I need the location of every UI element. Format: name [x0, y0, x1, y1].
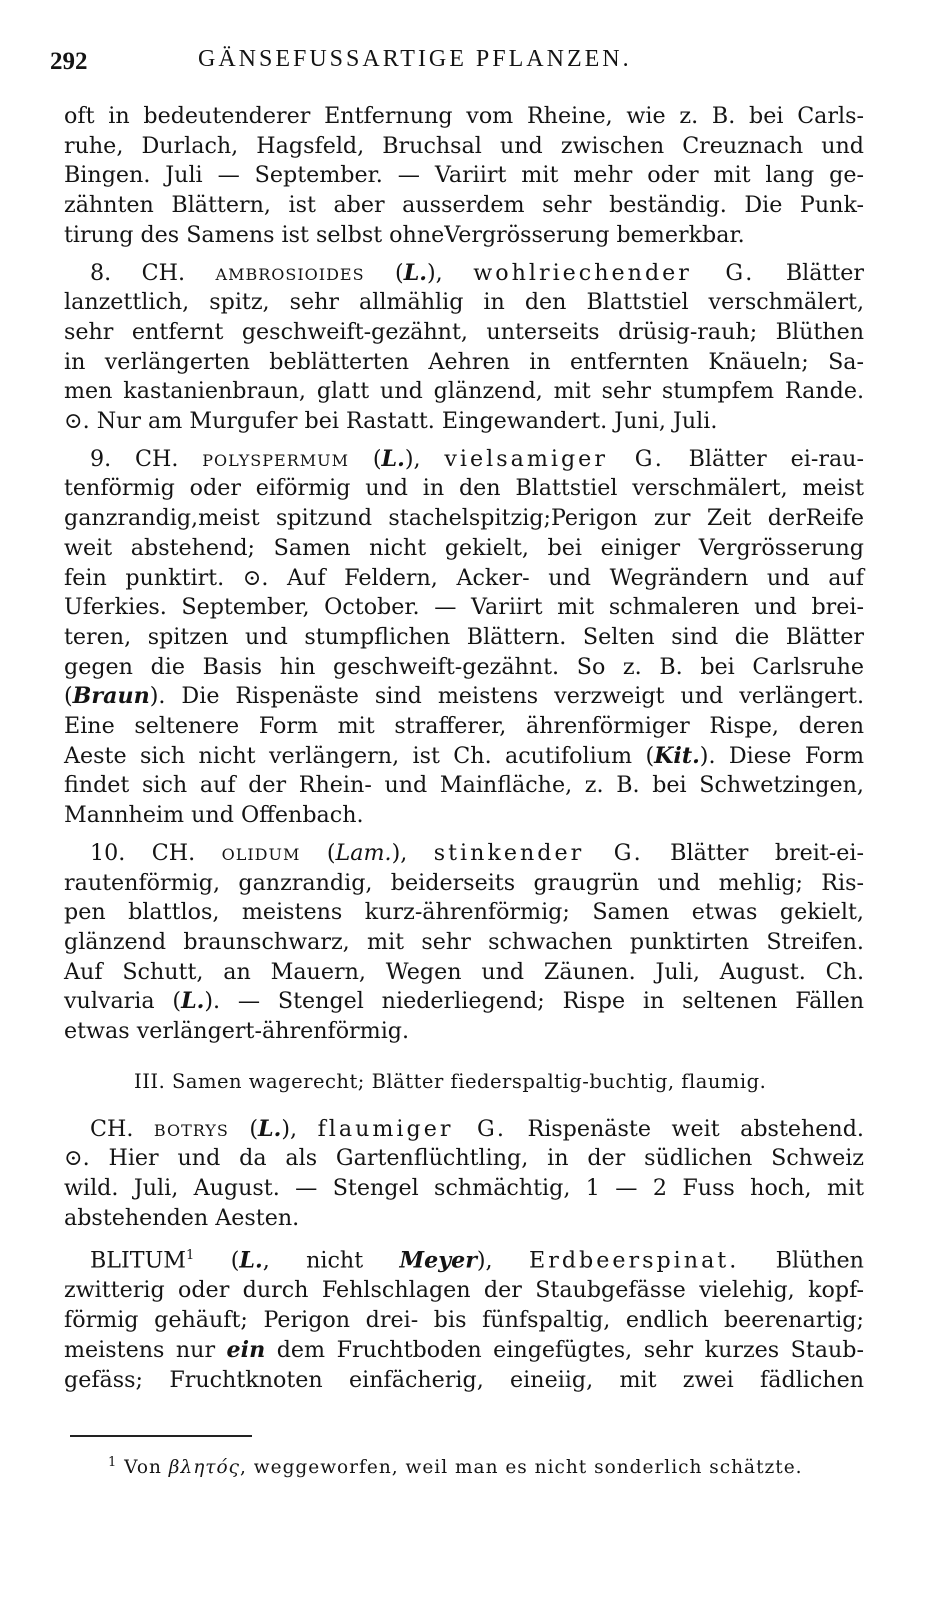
species-entry-olidum: [64, 839, 864, 1047]
text-fragment: Rispenäste weit abstehend.: [527, 1115, 864, 1142]
text-line: rautenförmig, ganzrandig, beiderseits graugrün und mehlig; Ris-: [64, 869, 864, 896]
text-fragment: dem Fruchtboden eingefügtes, sehr kurzes Staub-: [265, 1336, 864, 1363]
text-line: abstehenden Aesten.: [64, 1204, 300, 1231]
genus-name: BLITUM: [90, 1247, 187, 1274]
text-line: etwas verlängert-ährenförmig.: [64, 1018, 410, 1045]
cited-author: Braun: [72, 683, 150, 710]
page-number: 292: [50, 48, 88, 75]
text-line: förmig gehäuft; Perigon drei- bis fünfspaltig, endlich beerenartig;: [64, 1307, 864, 1334]
page-header: [50, 38, 864, 78]
text-fragment: Aeste sich nicht verlängern, ist Ch. acutifolium (: [64, 742, 655, 769]
cited-author: Kit.: [654, 742, 700, 769]
text-line: pen blattlos, meistens kurz-ährenförmig; Samen etwas gekielt,: [64, 899, 864, 926]
species-heading-line: [64, 1115, 864, 1145]
text-line: Bingen. Juli — September. — Variirt mit mehr oder mit lang ge-: [64, 162, 864, 189]
paren: (: [230, 1247, 240, 1274]
text-line: wild. Juli, August. — Stengel schmächtig, 1 — 2 Fuss hoch, mit: [64, 1174, 864, 1201]
genus-author: L.: [239, 1247, 263, 1274]
species-heading-line: [64, 445, 864, 475]
text-line: in verlängerten beblätterten Aehren in entfernten Knäueln; Sa-: [64, 348, 864, 375]
greek-word: βλητός: [168, 1457, 241, 1479]
species-entry-botrys: [64, 1115, 864, 1234]
text-line: zwitterig oder durch Fehlschlagen der Staubgefässe vielehig, kopf-: [64, 1277, 864, 1304]
text-line: gegen die Basis hin geschweift-gezähnt. So z. B. bei Carlsruhe: [64, 653, 864, 680]
running-head: GÄNSEFUSSARTIGE PFLANZEN.: [198, 46, 632, 72]
paren: ),: [281, 1115, 298, 1142]
text-line: Eine seltenere Form mit strafferer, ährenförmiger Rispe, deren: [64, 713, 864, 740]
text-fragment: meistens nur: [64, 1336, 227, 1363]
text-line: fein punktirt. ⊙. Auf Feldern, Acker- und Wegrändern und auf: [64, 564, 864, 591]
text-line: gefäss; Fruchtknoten einfächerig, eineiig, mit zwei fädlichen: [64, 1366, 864, 1393]
species-author: L.: [258, 1115, 282, 1142]
text-line: lanzettlich, spitz, sehr allmählig in den Blattstiel verschmälert,: [64, 289, 864, 316]
paren: (: [326, 839, 336, 866]
text-line: findet sich auf der Rhein- und Mainfläche, z. B. bei Schwetzingen,: [64, 772, 864, 799]
text-line: sehr entfernt geschweift-gezähnt, unterseits drüsig-rauh; Blüthen: [64, 318, 864, 345]
intro-paragraph: [64, 102, 864, 251]
text-line: tirung des Samens ist selbst ohneVergrösserung bemerkbar.: [64, 221, 745, 248]
genus-entry-blitum: [64, 1241, 864, 1395]
text-fragment: Blätter ei-rau-: [688, 445, 864, 472]
species-number: CH.: [90, 1115, 134, 1142]
species-heading-line: [64, 259, 864, 289]
paren: ),: [391, 839, 408, 866]
text-fragment: Von: [124, 1457, 169, 1479]
paren: (: [249, 1115, 258, 1142]
text-line: glänzend braunschwarz, mit sehr schwachen punktirten Streifen.: [64, 928, 864, 955]
text-fragment: Blüthen: [775, 1247, 864, 1274]
species-author: L.: [181, 988, 205, 1015]
text-fragment: Blätter: [785, 259, 865, 286]
section-heading-iii: III. Samen wagerecht; Blätter fiederspaltig-buchtig, flaumig.: [134, 1069, 767, 1093]
paren: (: [372, 445, 382, 472]
species-number: 9. CH.: [90, 445, 179, 472]
species-name: polyspermum: [202, 445, 349, 472]
species-name: botrys: [153, 1115, 229, 1142]
common-name: wohlriechender G.: [473, 259, 756, 286]
footnote: [108, 1455, 864, 1478]
text-line: [64, 742, 864, 772]
species-author: L.: [403, 259, 428, 286]
footnote-marker: 1: [186, 1248, 195, 1264]
text-line: Uferkies. September, October. — Variirt mit schmaleren und brei-: [64, 594, 864, 621]
text-line: teren, spitzen und stumpflichen Blättern. Selten sind die Blätter: [64, 623, 864, 650]
text-line: Auf Schutt, an Mauern, Wegen und Zäunen. Juli, August. Ch.: [64, 958, 864, 985]
paren: ),: [476, 1247, 493, 1274]
species-entry-ambrosioides: [64, 259, 864, 437]
paren: (: [64, 683, 73, 710]
species-name: olidum: [221, 839, 301, 866]
cited-author: Meyer: [399, 1247, 477, 1274]
species-entry-polyspermum: [64, 445, 864, 831]
text-fragment: Blätter breit-ei-: [670, 839, 865, 866]
common-name: Erdbeerspinat.: [529, 1247, 740, 1274]
species-number: 8. CH.: [90, 259, 186, 286]
paren: (: [395, 259, 404, 286]
emphasis: ein: [226, 1336, 266, 1363]
text-line: ⊙. Hier und da als Gartenflüchtling, in der südlichen Schweiz: [64, 1145, 864, 1172]
book-page: [50, 38, 865, 1479]
footnote-divider: [70, 1435, 252, 1437]
body-text: [64, 102, 864, 1395]
text-line: ganzrandig,meist spitzund stachelspitzig;Perigon zur Zeit derReife: [64, 505, 864, 532]
text-line: ruhe, Durlach, Hagsfeld, Bruchsal und zwischen Creuznach und: [64, 132, 864, 159]
text-line: weit abstehend; Samen nicht gekielt, bei einiger Vergrösserung: [64, 534, 864, 561]
text-fragment: , weggeworfen, weil man es nicht sonderlich schätzte.: [240, 1457, 803, 1479]
text-line: Mannheim und Offenbach.: [64, 802, 364, 829]
text-fragment: vulvaria (: [64, 988, 182, 1015]
text-line: [64, 987, 864, 1017]
footnote-number: 1: [108, 1455, 118, 1471]
text-fragment: ). Die Rispenäste sind meistens verzweigt und verlängert.: [149, 683, 864, 710]
text-fragment: ). — Stengel niederliegend; Rispe in seltenen Fällen: [204, 988, 864, 1015]
species-name: ambrosioides: [215, 259, 365, 286]
paren: ),: [427, 259, 443, 286]
species-author: L.: [381, 445, 405, 472]
species-heading-line: [64, 839, 864, 869]
species-number: 10. CH.: [90, 839, 196, 866]
common-name: vielsamiger G.: [444, 445, 665, 472]
text-line: [64, 1336, 864, 1366]
common-name: stinkender G.: [433, 839, 644, 866]
text-fragment: ). Diese Form: [699, 742, 864, 769]
species-author: Lam.: [335, 839, 392, 866]
text-line: zähnten Blättern, ist aber ausserdem sehr beständig. Die Punk-: [64, 192, 864, 219]
genus-heading-line: [64, 1241, 864, 1276]
text-line: oft in bedeutenderer Entfernung vom Rheine, wie z. B. bei Carls-: [64, 103, 864, 129]
paren: ),: [404, 445, 421, 472]
text-line: tenförmig oder eiförmig und in den Blattstiel verschmälert, meist: [64, 475, 864, 502]
text-line: men kastanienbraun, glatt und glänzend, mit sehr stumpfem Rande.: [64, 378, 864, 405]
text-line: ⊙. Nur am Murgufer bei Rastatt. Eingewandert. Juni, Juli.: [64, 408, 718, 435]
text-line: [64, 682, 864, 712]
text-fragment: , nicht: [262, 1247, 400, 1274]
common-name: flaumiger G.: [317, 1115, 507, 1142]
